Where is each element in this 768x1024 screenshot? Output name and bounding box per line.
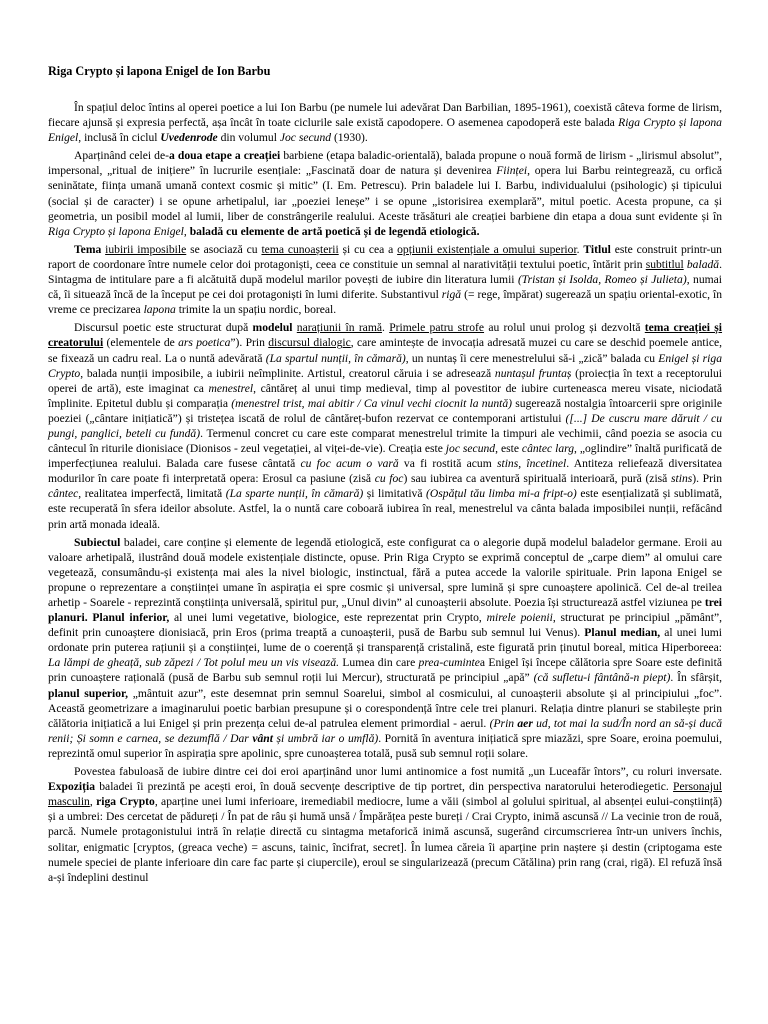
text-run: . Pornită în aventura inițiatică spre miazăzi, spre Soare, eroina poemului, reprezintă omul superior în aspirația spre apolinic, spre cunoașterea totală, pusă sub semnul roții solare. — [48, 731, 722, 760]
text-run: , care amintește de invocația adresată muzei cu care se deschid poemele antice, se fixează un cadru real. La o nuntă adevărată — [48, 336, 723, 365]
text-run: (că sufletu-i fântână-n piept) — [533, 671, 671, 685]
text-run: , — [183, 224, 190, 238]
text-run: (menestrel trist, mai abitir / Ca vinul vechi ciocnit la nuntă) — [231, 396, 513, 410]
text-run: (proiecția în text a receptorului operei de artă), este imaginat ca — [48, 366, 723, 395]
text-run: , cântăreț al unui timp medieval, timp al povestitor de iubire curteneasca mereu visate, niciodată împlinite. Epitetul dublu și comparația — [48, 381, 722, 410]
document-title: Riga Crypto și lapona Enigel de Ion Barbu — [48, 64, 271, 78]
text-run: ”). Prin — [230, 336, 269, 350]
text-run: și cu cea a — [338, 242, 398, 256]
text-run: planul superior, — [48, 686, 128, 700]
text-run: lapona — [143, 303, 176, 317]
text-run: narațiunii în ramă — [296, 321, 382, 335]
text-run: vânt — [252, 731, 273, 745]
paragraph — [48, 535, 722, 761]
text-run: (elementele de — [103, 336, 179, 350]
text-run: prea-cuminte — [418, 656, 480, 670]
text-run: iubirii imposibile — [105, 242, 187, 256]
text-run: stins — [670, 472, 693, 486]
text-run: . Antiteza reliefează diversitatea modurilor în care poate fi interpretată opera: Erosul ca pasiune (zisă — [48, 457, 722, 486]
text-run: modelul — [252, 321, 293, 335]
text-run: Planul median, — [584, 626, 661, 640]
text-run: baladă cu elemente de artă poetică și de legendă etiologică. — [189, 224, 480, 238]
text-run: „mântuit azur”, este desemnat prin semnul Soarelui, simbol al cosmicului, al cunoașterii absolute și al principiului „foc”. Această geometrizare a imaginarului poetic barbian presupune și o corespondență între cele trei planuri. Relația dintre planuri se stabilește prin călătoria inițiatică a lui Enigel și prin prezența celui de-al patrulea element primordial - aerul. — [48, 686, 722, 730]
text-run: Aparținând celei de- — [74, 149, 169, 163]
text-run: Ființei — [496, 164, 528, 178]
text-run: menestrel — [208, 381, 254, 395]
text-run: din volumul — [217, 131, 280, 145]
text-run: . — [382, 321, 390, 335]
text-run: , este — [495, 442, 522, 456]
text-run: ud, tot mai la sud/În nord an să-și ducă renii; Și somn e carnea, se dezumflă / Dar — [48, 716, 723, 745]
text-run: tema cunoașterii — [261, 242, 339, 256]
text-run: Lumea din care — [339, 656, 419, 670]
text-run: Uvedenrode — [160, 131, 218, 145]
text-run: stins, încetinel — [496, 457, 567, 471]
text-run: , opera lui Barbu reintegrează, cu orfică seninătate, ființa umană umană context cosmic și mitic” (I. Em. Petrescu). Prin baladele lui I. Barbu, individualului (psihologic) și tipicului (social și de caracter) i se opune arhetipalul, iar „poeziei leneșe” i se opune „istorisirea exemplară”, mitul poetic. Acesta propune, ca și geometria, un posibil model al lumii, liber de constrângerile realului. Aceste trăsături ale creației barbiene din etapa a doua sunt evidente și în — [48, 164, 723, 223]
paragraph — [48, 242, 722, 317]
text-run: , — [89, 795, 97, 809]
text-run: . În sfârșit, — [670, 671, 723, 685]
text-run: , numai că, îi situează încă de la început pe cei doi protagoniști în lumi diferite. Substantivul — [48, 273, 722, 302]
text-run: Expoziția — [48, 780, 96, 794]
text-run: al unei lumi ordonate prin puterea rațiunii și a conștiinței, lume de o coerență și transparență cristalină, este figurată prin ținutul boreal, mitica Hiperboreea: — [48, 626, 723, 655]
text-run: mirele poienii — [486, 611, 553, 625]
text-run: cântec — [48, 487, 79, 501]
text-run: Povestea fabuloasă de iubire dintre cei doi eroi aparținând unor lumi antinomice a fost numită „un Luceafăr întors”, cu roluri inversate. — [74, 765, 722, 779]
text-run: este esențializată și sublimată, este recuperată în sfera ideilor absolute. Astfel, la o nuntă care coboară iubirea în real, menestrelul va cânta balada imposibilei nunții, refăcând prin artă monada ideală. — [48, 487, 722, 531]
text-run: . Sintagma de intitulare pare a fi alcătuită după modelul marilor povești de iubire din literatura lumii — [48, 257, 722, 287]
text-run: cu foc — [374, 472, 404, 486]
text-run: Primele patru strofe — [389, 321, 485, 335]
text-run: (= rege, împărat) sugerează un spațiu oriental-exotic, în vreme ce precizarea — [48, 288, 723, 317]
text-run: a doua etape a creației — [169, 149, 281, 163]
text-run: Personajul masculin — [48, 780, 722, 809]
text-run: Joc secund — [279, 131, 332, 145]
text-run: Discursul poetic este structurat după — [74, 321, 253, 335]
text-run: cântec larg — [521, 442, 575, 456]
text-run: aer — [517, 716, 533, 730]
text-run: ) sau iubirea ca aventură spirituală interioară, pură (zisă — [403, 472, 671, 486]
text-run: subtitlul — [645, 257, 684, 271]
text-run: ). Prin — [692, 472, 722, 486]
text-run: În spațiul deloc întins al operei poetice a lui Ion Barbu (pe numele lui adevărat Dan Barbilian, 1895-1961), coexistă câteva forme de lirism, fiecare ajunsă și expresia perfectă, așa încât în toate ciclurile sale există capodopere. O asemenea capodoperă este balada — [48, 101, 722, 130]
text-run: baladei, care conține și elemente de legendă etiologică, este configurat ca o alegorie după modelul baladelor germane. Eroii au valoare arhetipală, ilustrând două modele existențiale distincte, opuse. Prin Riga Crypto se exprimă conceptul de „carpe diem” al omului care vegetează, consumându-și existența mai ales la nivel biologic, instinctual, fără a putea accede la valorile spirituale. Prin lapona Enigel se propune o reprezentare a conștiinței umane în aspirația ei spre cosmic și universal, spre lumină și spre cunoaștere apolinică. Cel de-al treilea arhetip - Soarele - reprezintă conștiința universală, spiritul pur, „Unul divin” al cunoașterii absolute. Poezia își structurează astfel viziunea pe — [48, 535, 722, 609]
text-run: au rolul unui prolog și dezvoltă — [484, 321, 645, 335]
text-run: joc secund — [445, 442, 496, 456]
text-run: ([...] De cuscru mare dăruit / cu pungi, panglici, beteli cu fundă) — [48, 411, 722, 440]
text-run: rigă — [441, 288, 462, 302]
text-run: baladă — [686, 257, 720, 271]
text-run: barbiene (etapa baladic-orientală), balada propune o nouă formă de lirism - „lirismul absolut”, impersonal, „ritual de inițiere” în lucrurile esențiale: „Fascinată doar de natura și devenirea — [48, 149, 722, 178]
text-run: discursul dialogic — [268, 336, 351, 350]
paragraph — [48, 764, 722, 885]
text-run: . — [576, 242, 584, 256]
text-run: sugerează nostalgia întoarcerii spre originile poeziei („cântare inițiatică”) și tristețea iscată de rolul de cântăreț-bufon rezervat ce contemporani artistului — [48, 396, 722, 425]
text-run: (La spartul nunții, în cămară) — [265, 351, 406, 365]
text-run: trei planuri. Planul inferior, — [48, 596, 722, 625]
text-run: se asociază cu — [186, 242, 262, 256]
text-run: baladei îi prezintă pe acești eroi, în două secvențe descriptive de tip portret, din perspectiva naratorului heterodiegetic. — [95, 780, 674, 794]
text-run: al unei lumi vegetative, biologice, este reprezentat prin Crypto, — [169, 611, 487, 625]
text-run: riga Crypto — [96, 795, 155, 809]
text-run: , un nuntaș îi cere menestrelului să-i „zică” balada cu — [405, 351, 659, 365]
document-body — [48, 100, 722, 885]
text-run: (Tristan și Isolda, Romeo și Julieta) — [517, 273, 687, 287]
text-run: va fi rostită acum — [398, 457, 497, 471]
text-run: , inclusă în ciclul — [78, 131, 161, 145]
text-run: Subiectul — [74, 535, 121, 549]
text-run: , structurat pe principiul „pământ”, definit prin cunoaștere dionisiacă, prin Eros (prima treaptă a cunoașterii, pusă de Barbu sub semnul lui Venus). — [48, 611, 722, 640]
paragraph — [48, 100, 722, 145]
text-run: . Termenul concret cu care este comparat menestrelul trimite la timpuri ale vechimii, când poezia se asocia cu cântecul în riturile dionisiace (Dionisos - zeul vegetației, al viței-de-vie). Creația este — [48, 426, 722, 456]
text-run: Riga Crypto și lapona Enigel — [48, 116, 722, 145]
text-run: Titlul — [583, 242, 611, 256]
paragraph — [48, 320, 722, 531]
text-run: , balada nunții imposibile, a iubirii neîmplinite. Artistul, creatorul căruia i se adresează — [80, 366, 495, 380]
text-run: nuntașul fruntaș — [494, 366, 572, 380]
text-run: , realitatea imperfectă, limitată — [78, 487, 226, 501]
text-run: (Ospățul tău limba mi-a fript-o) — [426, 487, 577, 501]
text-run: La lămpi de gheață, sub zăpezi / Tot polul meu un vis visează. — [48, 656, 340, 670]
text-run: și limitativă — [363, 487, 427, 501]
text-run: , „oglindire” înaltă purificată de imperfecțiunea realului. Balada care fusese cântată — [48, 442, 722, 471]
text-run: Tema — [74, 242, 102, 256]
text-run: și umbră iar o umflă) — [272, 731, 379, 745]
text-run: cu foc acum o vară — [300, 457, 399, 471]
text-run: (Prin — [489, 716, 518, 730]
text-run: (La sparte nunții, în cămară) — [225, 487, 364, 501]
text-run: tema creației și creatorului — [48, 321, 723, 350]
text-run: trimite la un spațiu nordic, boreal. — [175, 303, 337, 317]
text-run: , aparține unei lumi inferioare, iremediabil mediocre, lume a văii (simbol al golului spiritual, al absenței eului-conștiință) și a umbrei: Des cercetat de pădureți / În pat de râu și humă unsă / Împărățea peste bureți / Crai Crypto, inimă ascunsă // La vecinie tron de rouă, parcă. Numele protagonistului intră în relație directă cu sintagma metaforică inimă ascunsă, sugerând circumscrierea într-un univers închis, solitar, enigmatic [cryptos, (greaca veche) = ascuns, tainic, încifrat, secret]. În lumea căreia îi aparține prin naștere și destin (criptogama este numele speciei de plante inferioare din care fac parte și ciupercile), eroul se singularizează (precum Cătălina) prin rang (crai, rigă). El refuză însă a-și îndeplini destinul — [48, 795, 722, 884]
text-run: Riga Crypto și lapona Enigel — [48, 224, 184, 238]
text-run: (1930). — [331, 131, 368, 145]
text-run: Enigel și riga Crypto — [48, 351, 722, 380]
text-run: ars poetica — [178, 336, 231, 350]
text-run: este construit printr-un raport de coordonare între numele celor doi protagoniști, ceea ce constituie un semnal al narativității textului poetic, întărit prin — [48, 242, 722, 271]
text-run: a Enigel își începe călătoria spre Soare este definită prin cunoaștere rațională (pusă de Barbu sub semnul roții lui Mercur), structurată pe principiul „apă” — [48, 656, 722, 685]
text-run: opțiunii existențiale a omului superior — [397, 242, 577, 256]
paragraph — [48, 148, 722, 239]
